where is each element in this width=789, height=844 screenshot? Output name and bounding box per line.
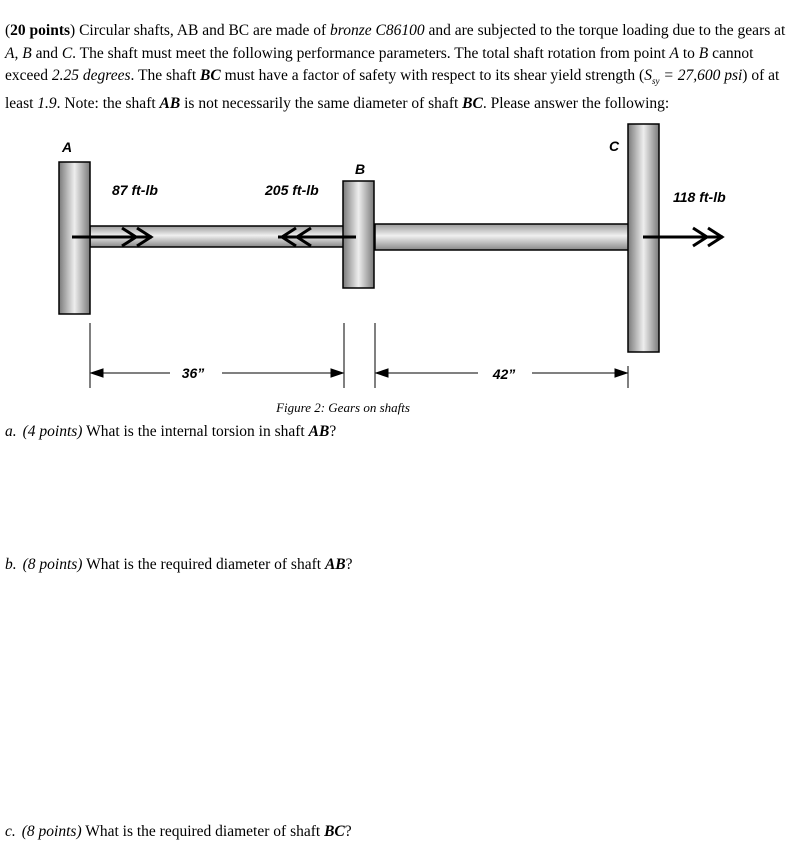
text-segment: cannot exceed [5, 44, 754, 84]
question-b [5, 556, 353, 574]
label-c: C [608, 138, 620, 154]
question-points: (8 points) [21, 823, 82, 840]
torque-label-c: 118 ft-lb [673, 189, 726, 205]
question-label: b. [5, 556, 17, 573]
text-segment: Circular shafts, AB and BC are made of [79, 22, 331, 39]
text-segment: to [678, 44, 699, 62]
dimension-label-ab: 36” [181, 365, 205, 381]
question-var: BC [324, 823, 345, 840]
text-segment: ) of at least [5, 67, 780, 112]
question-text: What is the internal torsion in shaft [82, 423, 309, 440]
question-c [5, 823, 352, 841]
factor-of-safety: 1.9 [37, 94, 57, 112]
var-s: S [644, 67, 652, 84]
points-label: 20 points [10, 22, 71, 39]
text-segment: . Please answer the following: [482, 94, 670, 112]
material-name: bronze C86100 [330, 22, 425, 39]
text-segment: . The shaft [130, 67, 200, 84]
question-a [5, 423, 336, 441]
label-b: B [354, 161, 366, 177]
question-points: (8 points) [22, 556, 83, 573]
var-ab-bold: AB [159, 94, 181, 112]
problem-statement: (20 points) Circular shafts, AB and BC are made of bronze C86100 and are subjected to the torque loading due to the gears at A, B and C. The shaft must meet the following performance parameters. The total shaft rotation from point A to B cannot exceed 2.25 degrees. The shaft BC must have a factor of safety with respect to its shear yield strength ($S_{sy} = 27,600$ psi) of at least 1.9. Note: the shaft AB is not necessarily the same diameter of shaft BC. Please answer the following: [5, 22, 786, 112]
yield-strength: = 27,600 psi [659, 67, 743, 84]
torque-label-a: 87 ft-lb [112, 182, 158, 198]
var-bc: BC [200, 67, 221, 84]
dimension-ab [90, 323, 344, 388]
question-end: ? [329, 423, 337, 440]
dimension-label-bc: 42” [492, 366, 516, 382]
figure-caption: Figure 2: Gears on shafts [276, 400, 410, 415]
var-sub-sy: sy [651, 76, 660, 87]
text-segment: is not necessarily the same diameter of shaft [180, 94, 463, 112]
text-segment: and [31, 44, 62, 62]
angle-limit: 2.25 degrees [51, 67, 131, 84]
text-segment: . Note: the shaft [56, 94, 160, 112]
label-a: A [61, 139, 73, 155]
var-a: A [669, 44, 679, 62]
gear-b [343, 181, 374, 288]
question-var: AB [324, 556, 346, 573]
question-var: AB [308, 423, 330, 440]
shaft-bc [375, 224, 629, 250]
var-b: B [698, 44, 709, 62]
var-bc-bold: BC [462, 94, 483, 112]
question-points: (4 points) [22, 423, 83, 440]
question-text: What is the required diameter of shaft [82, 556, 325, 573]
question-label: a. [5, 423, 17, 440]
text-segment: must have a factor of safety with respect to its shear yield strength ( [220, 67, 645, 84]
question-label: c. [5, 823, 16, 840]
var-c: C [61, 44, 73, 62]
question-text: What is the required diameter of shaft [81, 823, 325, 840]
var-ab: A, B [5, 44, 32, 62]
torque-label-b: 205 ft-lb [265, 182, 319, 198]
text-segment: . The shaft must meet the following performance parameters. The total shaft rotation from point [72, 44, 670, 62]
question-end: ? [344, 823, 352, 840]
question-end: ? [345, 556, 353, 573]
text-segment: and are subjected to the torque loading due to the gears at [424, 22, 786, 39]
